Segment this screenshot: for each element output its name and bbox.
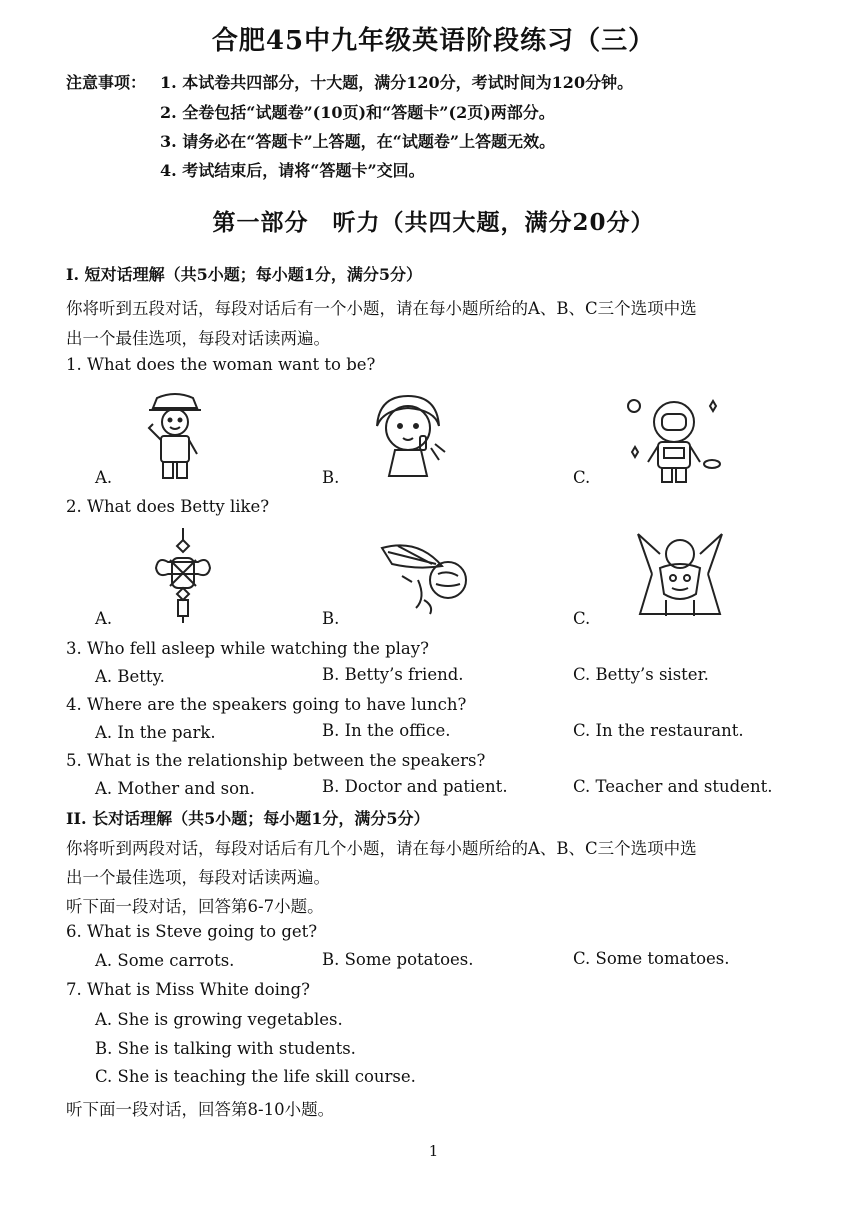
option-label: A. She is growing vegetables. [95,1010,343,1029]
question-stem: 4. Where are the speakers going to have lunch? [66,695,467,714]
page-title: 合肥45中九年级英语阶段练习（三） [211,26,656,56]
astronaut-icon [624,392,724,486]
notice-item: 3. 请务必在“答题卡”上答题，在“试题卷”上答题无效。 [160,132,556,151]
notice-item: 4. 考试结束后，请将“答题卡”交回。 [160,161,425,180]
notice-item: 1. 本试卷共四部分，十大题，满分120分，考试时间为120分钟。 [160,73,634,92]
option-label: A. [95,609,113,628]
question-stem: 1. What does the woman want to be? [66,355,376,374]
option-label: C. Some tomatoes. [573,949,730,968]
chinese-knot-icon [148,528,218,624]
option-label: A. Mother and son. [95,779,255,798]
peking-opera-mask-icon [630,524,730,622]
notice-item: 2. 全卷包括“试题卷”(10页)和“答题卡”(2页)两部分。 [160,103,555,122]
instruction-line: 出一个最佳选项，每段对话读两遍。 [66,329,330,348]
option-label: B. In the office. [322,721,451,740]
question-stem: 5. What is the relationship between the speakers? [66,751,486,770]
instruction-line: 你将听到两段对话，每段对话后有几个小题，请在每小题所给的A、B、C三个选项中选 [66,839,697,858]
option-label: C. Betty’s sister. [573,665,709,684]
option-label: A. Betty. [95,667,165,686]
dialogue-lead: 听下面一段对话，回答第8-10小题。 [66,1100,335,1119]
dialogue-lead: 听下面一段对话，回答第6-7小题。 [66,897,324,916]
option-label: C. [573,468,591,487]
option-label: C. [573,609,591,628]
question-stem: 3. Who fell asleep while watching the play? [66,639,429,658]
section-heading: I. 短对话理解（共5小题；每小题1分，满分5分） [66,265,423,284]
option-label: A. In the park. [95,723,216,742]
question-stem: 2. What does Betty like? [66,497,270,516]
option-label: B. [322,609,340,628]
instruction-line: 出一个最佳选项，每段对话读两遍。 [66,868,330,887]
section-heading: II. 长对话理解（共5小题；每小题1分，满分5分） [66,809,430,828]
singer-girl-icon [365,390,451,482]
option-label: C. Teacher and student. [573,777,773,796]
question-stem: 6. What is Steve going to get? [66,922,318,941]
option-label: C. In the restaurant. [573,721,744,740]
question-stem: 7. What is Miss White doing? [66,980,310,999]
option-label: B. She is talking with students. [95,1039,356,1058]
option-label: B. Betty’s friend. [322,665,464,684]
option-label: A. [95,468,113,487]
option-label: B. Some potatoes. [322,950,474,969]
part-title: 第一部分 听力（共四大题，满分20分） [212,209,655,236]
option-label: B. Doctor and patient. [322,777,508,796]
option-label: A. Some carrots. [95,951,235,970]
kite-icon [378,540,474,616]
police-officer-icon [135,388,215,484]
page-number: 1 [428,1142,439,1160]
notice-label: 注意事项： [66,73,147,92]
instruction-line: 你将听到五段对话，每段对话后有一个小题，请在每小题所给的A、B、C三个选项中选 [66,299,697,318]
option-label: C. She is teaching the life skill course. [95,1067,416,1086]
option-label: B. [322,468,340,487]
